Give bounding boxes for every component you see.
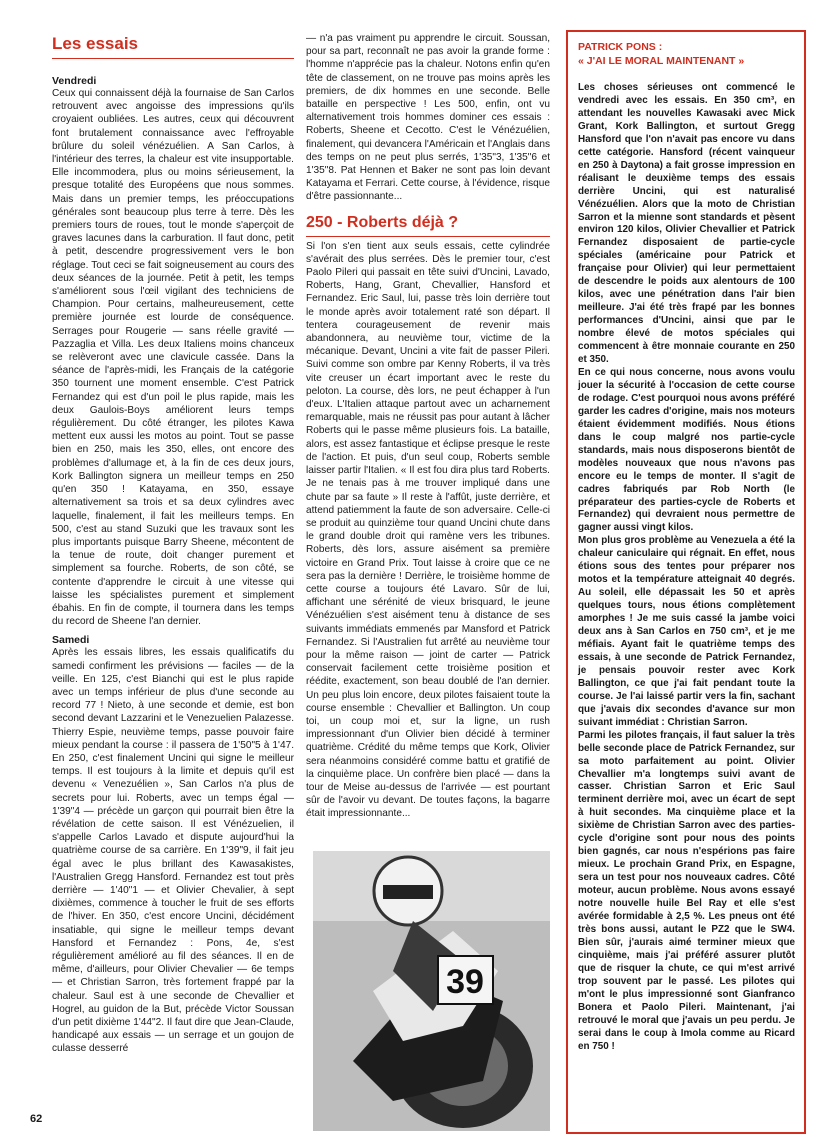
vendredi-text: Ceux qui connaissent déjà la fournaise de San Carlos retrouvent avec angoisse des impressions qu'ils croyaient oubliées. Les autres, ceux qui découvrent font brutalement connaissance avec l'effroyable brûlure du soleil vénézuélien. A San Carlos, à l'intérieur des terres, la chaleur est vite insupportable. Elle incommodera, plus ou moins sérieusement, la presque totalité des Européens que nous sommes. Mais dans un premier temps, les préoccupations générales sont beaucoup plus terre à terre. Dès les premiers tours de roues, tout le monde s'aperçoit de graves lacunes dans la carburation. Il faut donc, petit à petit, descendre progressivement vers le bon réglage. Tout ceci se fait soigneusement au cours des deux séances de la journée. Petit à petit, les temps s'améliorent sous l'œil vigilant des techniciens de Champion. Pour certains, malheureusement, cette première journée est lourde de conséquence. Serrages pour Rougerie — sans réelle gravité — Pazzaglia et Villa. Les deux Italiens moins chanceux se relèveront avec une clavicule cassée. Dans la séance de l'après-midi, les Français de la catégorie 350 tournent une moment ensemble. C'est Patrick Fernandez qui est d'un poil le plus rapide, mais les deux Gaulois-Boys améliorent leurs temps régulièrement. Du côté étranger, les pilotes Kawa mettent eux aussi les motos au point. Tout se passe bien en 250, mais les 350, elles, ont encore des problèmes d'allumage et, à la fin de ces deux jours, Kork Ballington signera un meilleur temps en 250 qu'en 350 ! Katayama, en 350, essaye alternativement sa trois et sa deux cylindres avec laquelle, finalement, il fait les meilleurs temps. En 500, c'est au stand Suzuki que les travaux sont les plus importants puisque Barry Sheene, mécontent de la tenue de route, doit changer purement et simplement sa fourche. Roberts, de son côté, se contente d'apprendre le circuit à une vitesse qui laisse les spécialistes purement et simplement ébahis. En fin de compte, il tournera dans les temps du record de Sheene l'an dernier.: [52, 88, 294, 628]
samedi-text: Après les essais libres, les essais qualificatifs du samedi confirment les prévisions — faciles — de la veille. En 125, c'est Bianchi qui est le plus rapide avec un temps inférieur de plus d'une seconde au record 77 ! Nieto, à une seconde et demie, est bon second devant Lazzarini et le Venezuelien Palazesse. Thierry Espie, neuvième temps, passe pouvoir faire mieux pendant la course : il passera de 1'50"5 à 1'47. En 250, c'est finalement Uncini qui signe le meilleur temps. Il est toujours à la limite et depuis qu'il est devenu « Venezuélien », San Carlos n'a plus de secrets pour lui. Roberts, avec un temps égal — 1'39"4 — précède un garçon qui pourrait bien être la révélation de cette saison. Il est Vénézuelien, il s'appelle Carlos Lavado et dispute aujourd'hui la quatrième course de sa carrière. En 1'39"9, il fait jeu égal avec le plus brillant des Kawasakistes, l'Australien Gregg Hansford. Fernandez est tout près derrière — 1'40"1 — et Olivier Chevalier, à sept dixièmes, commence à toucher le fruit de ses efforts de l'hiver. En 350, c'est encore Uncini, décidément insatiable, qui signe le meilleur temps devant Hansford et Fernandez : Pons, 4e, s'est régulièrement amélioré au fil des séances. Il en de même, d'ailleurs, pour Olivier Chevalier — 6e temps — et Christian Sarron, très fortement frappé par la chaleur. Saul est à une seconde de Chevallier et Hogrel, au guidon de la But, précède Victor Soussan d'un petit dixième 1'44"2. Il faut dire que Jean-Claude, handicapé aux essais — un serrage et un goujon de culasse desserré: [52, 647, 294, 1055]
sidebar-title-line1: PATRICK PONS :: [578, 41, 663, 53]
section-2-text: Si l'on s'en tient aux seuls essais, cette cylindrée s'avérait des plus serrées. Dès le premier tour, c'est Paolo Pileri qui passait en tête suivi d'Uncini, Lavado, Roberts, Hang, Grant, Chevallier, Hansford et Fernandez. Eric Saul, lui, passe très loin derrière tout le monde après avoir totalement raté son départ. Il tentera courageusement de revenir mais abandonnera, au neuvième tour, victime de la mécanique. Devant, Uncini a vite fait de passer Pileri. Suivi comme son ombre par Kenny Roberts, il va très vite creuser un écart important avec le reste du peloton. La course, dès lors, ne peut échapper à l'un d'eux. L'Italien attaque partout avec un acharnement remarquable, mais ne réussit pas pour autant à lâcher Roberts qui le passe même plusieurs fois. La bataille, alors, est assez fantastique et éclipse presque le reste de l'action. Et puis, d'un seul coup, Roberts semble laisser partir l'Italien. « Il est fou dira plus tard Roberts. Je ne tenais pas à me trouver impliqué dans une chute par sa faute » Il reste à l'affût, juste derrière, et attend patiemment la faute de son adversaire. Celle-ci se produit au quinzième tour quand Uncini chute dans le grand double droit qui ramène vers les tribunes. Roberts, dès lors, assure aisément sa première victoire en Grand Prix. Tout laisse à croire que ce ne sera pas la dernière ! Derrière, le troisième homme de cette course a toujours été Lavaro. Sûr de lui, affichant une sérénité de vieux brisquard, le jeune Vénézuélien s'est aisément tenu à distance de ses suivants immédiats emmenés par Mansford et Patrick Fernandez. Si l'Australien fut arrêté au neuvième tour pour la même raison — joint de carter — Patrick conservait facilement cette troisième position et réédite, exactement, son beau doublé de l'an dernier. Un peu plus loin encore, deux pilotes faisaient toute la course ensemble : Chevallier et Ballington. Un coup toi, un coup moi et, sur la ligne, un rush impressionnant d'un Olivier bien décidé à terminer quatrième. Crédité du même temps que Kork, Olivier sera néanmoins considéré comme battu et gratifié de la cinquième place. Un confrère bien placé — dans la tour de Meise au-dessus de l'arrivée — est pourtant sûr de l'avoir vu devant. De toutes façons, la bagarre était impressionnante...: [306, 240, 550, 820]
col2-continued-text: — n'a pas vraiment pu apprendre le circuit. Soussan, pour sa part, reconnaît ne pas avoir la grande forme : l'homme n'apprécie pas la chaleur. Notons enfin qu'en tête de classement, on ne trouve pas moins après les premiers, de dix hommes en une seconde. Belle bataille en perspective ! Les 500, enfin, ont vu alternativement trois hommes dominer ces essais : Roberts, Sheene et Cecotto. C'est le Vénézuélien, finalement, qui devancera l'Américain et l'Anglais dans des temps on ne peut plus serrés, 1'35"3, 1'35"6 et 1'35"8. Pat Hennen et Baker ne sont pas loin devant Katayama et Ferrari. Cette course, à l'évidence, risque d'être passionnante...: [306, 33, 550, 203]
motorcycle-rider-illustration: [313, 851, 550, 1131]
sidebar-paragraph-1: Les choses sérieuses ont commencé le vendredi avec les essais. En 350 cm³, en attendant les nouvelles Kawasaki avec Mick Grant, Kork Ballington, et surtout Gregg Hansford que l'on n'avait pas encore vu dans cette catégorie. Hansford (récent vainqueur en 250 à Daytona) a fait grosse impression en réalisant le deuxième temps des essais derrière Uncini, qui est naturalisé Vénézuélien. Alors que la moto de Christian Sarron et la mienne sont standards et pèsent environ 120 kilos, Olivier Chevallier et Patrick Fernandez disposaient de partie-cycle spéciales (américaine pour Patrick et française pour Olivier) qui leur permettaient de descendre le poids aux alentours de 100 kilos, avec une pénétration dans l'air bien meilleure. J'ai été très frapé par les bonnes performances d'Uncini, ainsi que par le nombre élevé de motos spéciales qui commencent à être monnaie courante en 250 et 350.: [578, 82, 795, 366]
page-number: 62: [30, 1113, 43, 1125]
sidebar-paragraph-3: Mon plus gros problème au Venezuela a été la chaleur caniculaire qui régnait. En effet, nous étions sous des tentes pour préparer nos motos et la température atteignait 40 degrés. Au soleil, elle dépassait les 50 et après quelques tours, nous étions complètement amorphes ! Je me suis cassé la jambe voici deux ans à San Carlos en 750 cm³, et je me méfiais. Ayant fait le quatrième temps des essais, à une seconde de Patrick Fernandez, je pensais pouvoir rester avec Kork Ballington, ce que j'ai fait pendant toute la course. Je l'ai laissé partir vers la fin, sachant que j'avais dix secondes d'avance sur mon suivant immédiat : Christian Sarron.: [578, 535, 795, 728]
section-title: Les essais: [52, 34, 139, 53]
sidebar-paragraph-4: Parmi les pilotes français, il faut saluer la très belle seconde place de Patrick Fernandez, sur sa moto parfaitement au point. Olivier Chevallier m'a longtemps suivi avant de casser. Christian Sarron et Eric Saul terminent derrière moi, avec un écart de sept à huit secondes. Ma cinquième place et la sixième de Christian Sarron avec des parties-cycle d'origine sont pour nous des points bien gagnés, car nous n'espérions pas faire mieux. Le prochain Grand Prix, en Espagne, sera un test pour nos nouveaux cadres. Côté moteur, aucun problème. Nous avons essayé notre nouvelle huile Bel Ray et elle s'est avérée formidable à 2,5 %. Les pneus ont été très bons aussi, autant le PZ2 que le SW4. Bien sûr, j'aurais aimé terminer mieux que cinquième, mais j'ai préféré assurer plutôt que de risquer la chute, ce qui m'est arrivé trop souvent par le passé. Les pilotes qui m'ont le plus impressionné sont Gianfranco Bonera et Paolo Pileri. Maintenant, j'ai retrouvé le moral que j'avais un peu perdu. Je serai dans le coup à Imola comme au Ricard en 750 !: [578, 729, 795, 1052]
section-2-rule: [306, 236, 550, 237]
sidebar-paragraph-2: En ce qui nous concerne, nous avons voulu jouer la sécurité à l'occasion de cette course de rodage. C'est pourquoi nous avons préféré garder les cadres d'origine, mais nos moteurs étaient évidemment modifiés. Nous étions dans le coup malgré nos partie-cycle standards, mais nous disposerons bientôt de modèles nouveaux que nous n'avons pas encore eu le temps de monter. Il s'agit de cadres fabriqués par Rob North (le préparateur des parties-cycle de Roberts et Fernandez) qui devraient nous permettre de gagner aussi vingt kilos.: [578, 366, 795, 534]
race-photo: [313, 851, 550, 1131]
column-2: [306, 0, 550, 821]
sidebar-title-line2: « J'AI LE MORAL MAINTENANT »: [578, 55, 745, 67]
section-title-rule: [52, 58, 294, 59]
section-2-title: 250 - Roberts déjà ?: [306, 213, 459, 231]
sidebar-box: [566, 30, 806, 1134]
samedi-heading: Samedi: [52, 634, 90, 647]
vendredi-heading: Vendredi: [52, 75, 97, 87]
column-1: [52, 0, 294, 1056]
race-number: 39: [446, 963, 484, 1001]
